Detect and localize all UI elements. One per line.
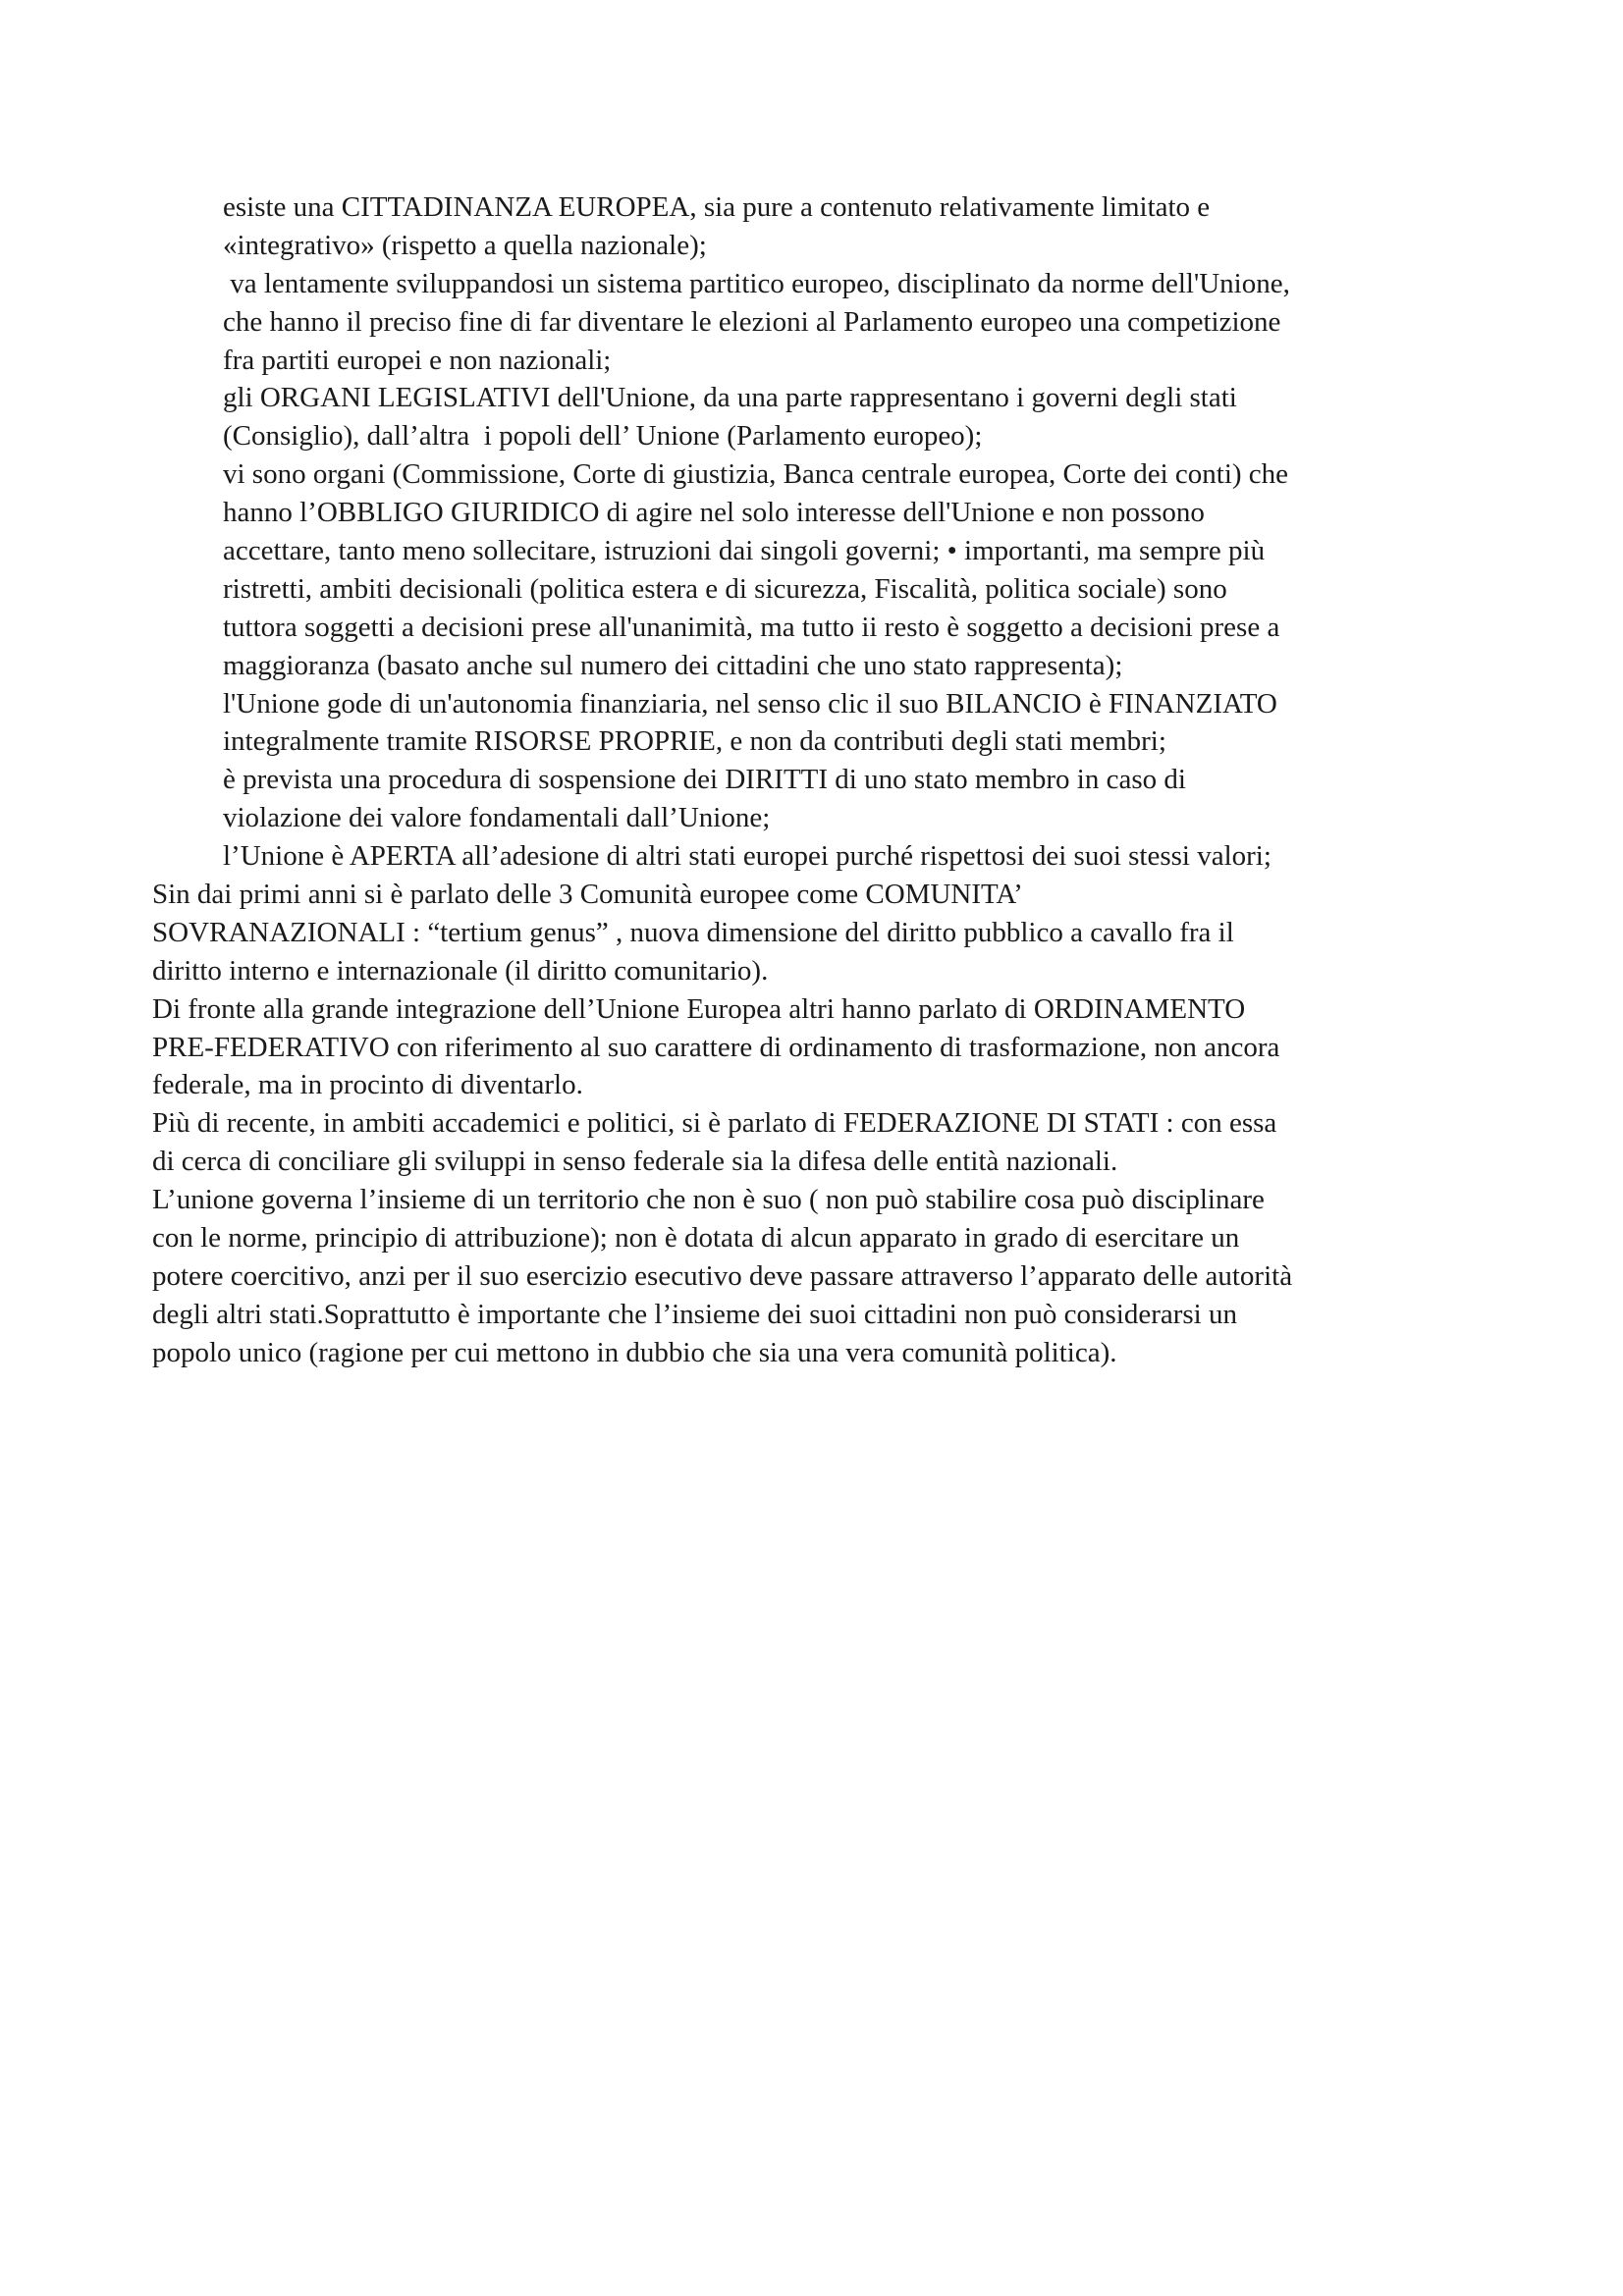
text-line: integralmente tramite RISORSE PROPRIE, e non da contributi degli stati membri;: [223, 725, 1166, 758]
text-line: violazione dei valore fondamentali dall’Unione;: [223, 802, 771, 834]
text-line: diritto interno e internazionale (il diritto comunitario).: [152, 954, 769, 987]
text-line: SOVRANAZIONALI : “tertium genus” , nuova dimensione del diritto pubblico a cavallo fra il: [152, 916, 1234, 948]
text-line: gli ORGANI LEGISLATIVI dell'Unione, da una parte rappresentano i governi degli stati: [223, 382, 1237, 414]
text-line: degli altri stati.Soprattutto è importante che l’insieme dei suoi cittadini non può considerarsi un: [152, 1298, 1237, 1330]
text-line: (Consiglio), dall’altra i popoli dell’ Unione (Parlamento europeo);: [223, 420, 983, 453]
text-line: vi sono organi (Commissione, Corte di giustizia, Banca centrale europea, Corte dei conti) che: [223, 458, 1289, 491]
text-line: federale, ma in procinto di diventarlo.: [152, 1069, 583, 1101]
text-line: è prevista una procedura di sospensione dei DIRITTI di uno stato membro in caso di: [223, 764, 1186, 796]
text-line: di cerca di conciliare gli sviluppi in senso federale sia la difesa delle entità nazionali.: [152, 1146, 1118, 1178]
text-line: potere coercitivo, anzi per il suo esercizio esecutivo deve passare attraverso l’apparato delle autorità: [152, 1259, 1293, 1292]
text-line: Più di recente, in ambiti accademici e politici, si è parlato di FEDERAZIONE DI STATI : con essa: [152, 1107, 1277, 1140]
text-line: accettare, tanto meno sollecitare, istruzioni dai singoli governi; • importanti, ma sempre più: [223, 535, 1266, 567]
text-line: L’unione governa l’insieme di un territorio che non è suo ( non può stabilire cosa può disciplinare: [152, 1184, 1265, 1216]
text-line: l'Unione gode di un'autonomia finanziaria, nel senso clic il suo BILANCIO è FINANZIATO: [223, 687, 1277, 720]
text-line: va lentamente sviluppandosi un sistema partitico europeo, disciplinato da norme dell'Unione,: [223, 267, 1290, 299]
text-line: popolo unico (ragione per cui mettono in dubbio che sia una vera comunità politica).: [152, 1336, 1117, 1368]
text-line: l’Unione è APERTA all’adesione di altri stati europei purché rispettosi dei suoi stessi valori;: [223, 840, 1271, 873]
text-line: che hanno il preciso fine di far diventare le elezioni al Parlamento europeo una competizione: [223, 305, 1281, 338]
text-line: ristretti, ambiti decisionali (politica estera e di sicurezza, Fiscalità, politica sociale) sono: [223, 572, 1227, 605]
text-line: fra partiti europei e non nazionali;: [223, 344, 612, 376]
text-line: Di fronte alla grande integrazione dell’Unione Europea altri hanno parlato di ORDINAMENTO: [152, 992, 1246, 1025]
text-line: hanno l’OBBLIGO GIURIDICO di agire nel solo interesse dell'Unione e non possono: [223, 497, 1205, 529]
text-line: esiste una CITTADINANZA EUROPEA, sia pure a contenuto relativamente limitato e: [223, 191, 1211, 223]
text-line: maggioranza (basato anche sul numero dei cittadini che uno stato rappresenta);: [223, 649, 1123, 681]
text-line: con le norme, principio di attribuzione); non è dotata di alcun apparato in grado di esercitare un: [152, 1222, 1240, 1255]
text-line: tuttora soggetti a decisioni prese all'unanimità, ma tutto ii resto è soggetto a decisioni prese a: [223, 611, 1280, 643]
text-line: PRE-FEDERATIVO con riferimento al suo carattere di ordinamento di trasformazione, non ancora: [152, 1031, 1280, 1063]
text-line: Sin dai primi anni si è parlato delle 3 Comunità europee come COMUNITA’: [152, 879, 1023, 911]
document-body: [152, 188, 1488, 1372]
text-line: «integrativo» (rispetto a quella nazionale);: [223, 229, 707, 261]
